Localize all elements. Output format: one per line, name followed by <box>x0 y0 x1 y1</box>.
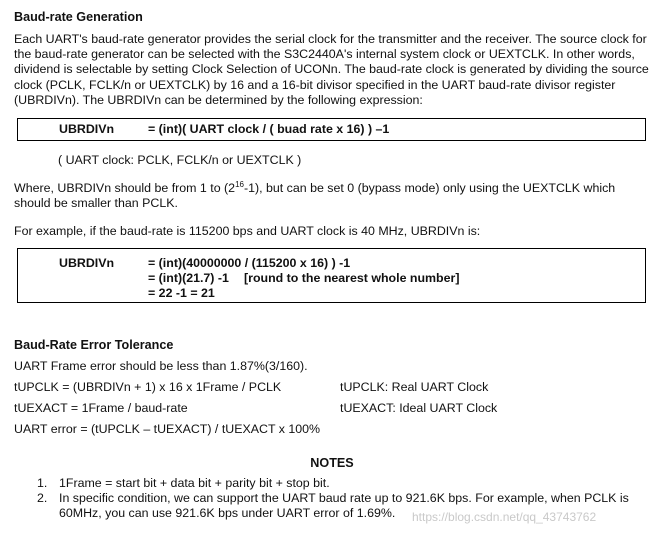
range-note-after: -1), but can be set 0 (bypass mode) only using the UEXTCLK which should be smaller than PCLK. <box>14 181 616 211</box>
tuexact-definition: tUEXACT: Ideal UART Clock <box>340 401 498 415</box>
note-number: 1. <box>37 476 48 490</box>
frame-error-line: UART Frame error should be less than 1.87%(3/160). <box>14 359 308 373</box>
note-item <box>37 476 637 492</box>
tupclk-formula: tUPCLK = (UBRDIVn + 1) x 16 x 1Frame / PCLK <box>14 380 282 394</box>
note-text: In specific condition, we can support the UART baud rate up to 921.6K bps. For example, when PCLK is 60MHz, you can use 921.6K bps under UART error of 1.69%. <box>59 491 629 521</box>
example-box <box>17 248 646 303</box>
note-text: 1Frame = start bit + data bit + parity bit + stop bit. <box>59 476 330 490</box>
example-line-1: = (int)(40000000 / (115200 x 16) ) -1 <box>148 256 351 270</box>
tuexact-formula: tUEXACT = 1Frame / baud-rate <box>14 401 188 415</box>
notes-title: NOTES <box>310 456 354 470</box>
clock-note: ( UART clock: PCLK, FCLK/n or UEXTCLK ) <box>58 153 302 167</box>
formula-label: UBRDIVn <box>59 122 115 136</box>
example-intro: For example, if the baud-rate is 115200 bps and UART clock is 40 MHz, UBRDIVn is: <box>14 224 481 238</box>
range-note-exponent: 16 <box>235 179 244 189</box>
example-label: UBRDIVn <box>59 256 115 270</box>
formula-box <box>17 118 646 141</box>
watermark: https://blog.csdn.net/qq_43743762 <box>412 510 597 524</box>
uart-error-formula: UART error = (tUPCLK – tUEXACT) / tUEXACT x 100% <box>14 422 321 436</box>
example-line-2: = (int)(21.7) -1 <box>148 271 229 285</box>
tupclk-definition: tUPCLK: Real UART Clock <box>340 380 489 394</box>
range-note <box>14 181 650 211</box>
section-heading-baud-rate-generation: Baud-rate Generation <box>14 10 143 24</box>
example-line-2-note: [round to the nearest whole number] <box>244 271 460 285</box>
note-number: 2. <box>37 491 48 505</box>
section-heading-error-tolerance: Baud-Rate Error Tolerance <box>14 338 174 352</box>
formula-expression: = (int)( UART clock / ( buad rate x 16) ) –1 <box>148 122 390 136</box>
example-line-3: = 22 -1 = 21 <box>148 286 215 300</box>
baud-rate-generation-paragraph: Each UART's baud-rate generator provides the serial clock for the transmitter and the receiver. The source clock for the baud-rate generator can be selected with the S3C2440A's internal system clock or UEXTCLK. In other words, dividend is selectable by setting Clock Selection of UCONn. The baud-rate clock is generated by dividing the source clock (PCLK, FCLK/n or UEXTCLK) by 16 and a 16-bit divisor specified in the UART baud-rate divisor register (UBRDIVn). The UBRDIVn can be determined by the following expression: <box>14 32 649 107</box>
range-note-before: Where, UBRDIVn should be from 1 to (2 <box>14 181 236 195</box>
